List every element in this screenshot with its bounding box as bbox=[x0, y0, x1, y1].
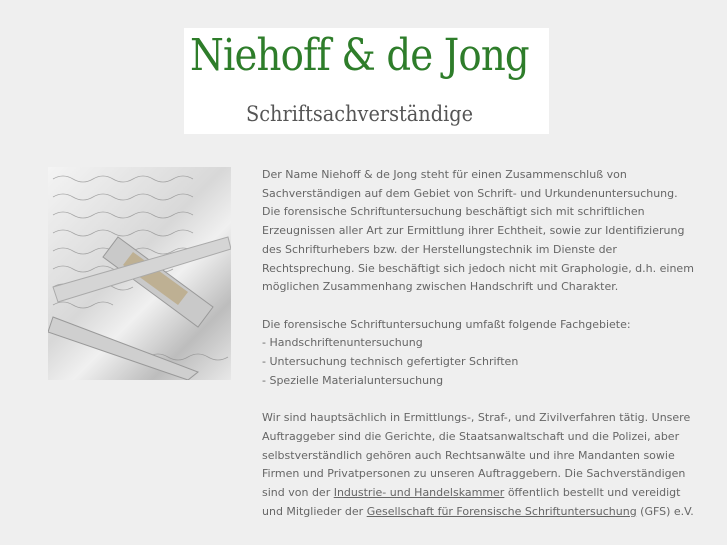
text-line: Firmen und Privatpersonen zu unseren Auftraggebern. Die Sachverständigen bbox=[262, 467, 686, 481]
list-item: - Untersuchung technisch gefertigter Schriften bbox=[262, 355, 519, 369]
logo bbox=[184, 28, 549, 134]
gfs-link[interactable]: Gesellschaft für Forensische Schriftuntersuchung bbox=[366, 504, 637, 518]
fields-heading: Die forensische Schriftuntersuchung umfaßt folgende Fachgebiete: bbox=[262, 317, 631, 331]
text-line: Rechtsprechung. Sie beschäftigt sich jedoch nicht mit Graphologie, d.h. einem bbox=[262, 261, 694, 275]
fields-section bbox=[262, 316, 722, 391]
text: öffentlich bestellt und vereidigt bbox=[504, 485, 681, 499]
list-item: - Spezielle Materialuntersuchung bbox=[262, 373, 444, 387]
text-line: Auftraggeber sind die Gerichte, die Staatsanwaltschaft und die Polizei, aber bbox=[262, 429, 680, 443]
text-line bbox=[262, 484, 722, 503]
list-item: - Handschriftenuntersuchung bbox=[262, 336, 423, 350]
text-line: Sachverständigen auf dem Gebiet von Schrift- und Urkundenuntersuchung. bbox=[262, 186, 678, 200]
fountain-pen-handwriting-image bbox=[48, 167, 231, 380]
text-line: des Schrifturhebers bzw. der Herstellungstechnik im Dienste der bbox=[262, 242, 617, 256]
text-line: Wir sind hauptsächlich in Ermittlungs-, Straf-, und Zivilverfahren tätig. Unsere bbox=[262, 411, 691, 425]
logo-title: Niehoff & de Jong bbox=[190, 30, 529, 81]
ihk-link[interactable]: Industrie- und Handelskammer bbox=[333, 485, 505, 499]
text-line bbox=[262, 503, 722, 522]
intro-paragraph bbox=[262, 166, 722, 297]
logo-subtitle: Schriftsachverständige bbox=[246, 102, 474, 126]
text: sind von der bbox=[262, 485, 334, 499]
text-line: Die forensische Schriftuntersuchung beschäftigt sich mit schriftlichen bbox=[262, 205, 645, 219]
text-line: Erzeugnissen aller Art zur Ermittlung ihrer Echtheit, sowie zur Identifizierung bbox=[262, 224, 685, 238]
text: (GFS) e.V. bbox=[636, 504, 694, 518]
closing-paragraph bbox=[262, 409, 722, 521]
text-line: selbstverständlich gehören auch Rechtsanwälte und ihre Mandanten sowie bbox=[262, 448, 675, 462]
text: und Mitglieder der bbox=[262, 504, 367, 518]
main-content bbox=[262, 166, 722, 540]
text-line: Der Name Niehoff & de Jong steht für einen Zusammenschluß von bbox=[262, 168, 627, 181]
text-line: möglichen Zusammenhang zwischen Handschrift und Charakter. bbox=[262, 280, 619, 294]
